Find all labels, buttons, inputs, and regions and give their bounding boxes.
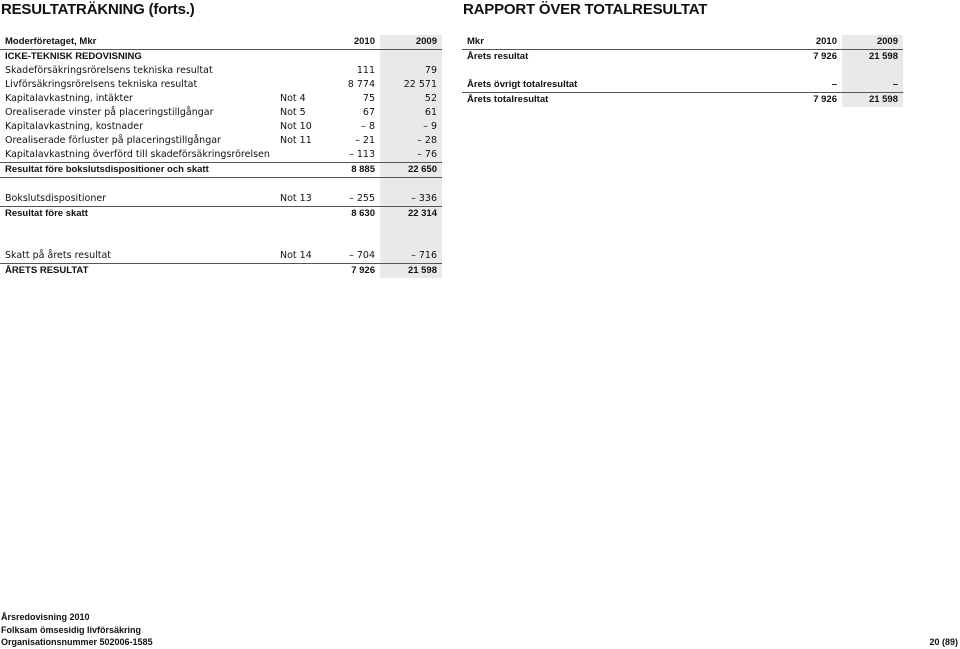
year-result-row <box>462 50 903 65</box>
header-2009: 2009 <box>842 35 903 50</box>
row-label: Kapitalavkastning, intäkter <box>5 93 133 104</box>
header-2009: 2009 <box>380 35 442 50</box>
row-label: Årets totalresultat <box>467 94 549 105</box>
row-label: Resultat före bokslutsdispositioner och skatt <box>0 163 275 178</box>
row-label: ÅRETS RESULTAT <box>5 265 89 276</box>
note-ref <box>275 64 327 78</box>
note-ref: Not 11 <box>280 135 312 146</box>
income-statement-table <box>0 35 442 278</box>
value-2010: 7 926 <box>351 265 375 276</box>
value-2009: 52 <box>380 92 442 106</box>
footer-company: Folksam ömsesidig livförsäkring <box>1 625 142 635</box>
row-label: Kapitalavkastning överförd till skadeförsäkringsrörelsen <box>0 148 275 163</box>
value-2010: – 255 <box>327 192 380 207</box>
value-2010: 8 774 <box>347 79 375 90</box>
footer-report-name: Årsredovisning 2010 <box>1 612 90 622</box>
value-2010: – 21 <box>355 135 375 146</box>
row-label: Årets övrigt totalresultat <box>462 78 787 93</box>
table-row <box>0 134 442 148</box>
table-header <box>0 35 442 50</box>
dispositions-row <box>0 192 442 207</box>
value-2009: 22 650 <box>380 163 442 178</box>
header-label: Mkr <box>462 35 787 50</box>
row-label: Resultat före skatt <box>5 208 88 219</box>
table-row <box>0 120 442 134</box>
row-label: Orealiserade förluster på placeringstillgångar <box>5 135 221 146</box>
tax-row <box>0 249 442 264</box>
note-ref: Not 10 <box>280 121 312 132</box>
value-2009: – 76 <box>380 148 442 163</box>
total-result-table <box>462 35 903 107</box>
row-label: Bokslutsdispositioner <box>0 192 275 207</box>
note-ref: Not 4 <box>280 93 306 104</box>
note-ref <box>275 78 327 92</box>
table-row <box>0 78 442 92</box>
table-row <box>0 106 442 120</box>
value-2010: – 704 <box>327 249 380 264</box>
result-before-tax-row <box>0 207 442 222</box>
value-2010: 8 630 <box>351 208 375 219</box>
section-heading <box>0 50 442 65</box>
value-2009: – 716 <box>380 249 442 264</box>
value-2010: 75 <box>362 93 375 104</box>
row-label: Kapitalavkastning, kostnader <box>5 121 144 132</box>
note-ref: Not 14 <box>275 249 327 264</box>
header-label: Moderföretaget, Mkr <box>0 35 275 50</box>
other-total-result-row <box>462 78 903 93</box>
right-title: RAPPORT ÖVER TOTALRESULTAT <box>463 1 708 18</box>
table-row <box>0 64 442 78</box>
row-label: Skatt på årets resultat <box>0 249 275 264</box>
left-title: RESULTATRÄKNING (forts.) <box>1 1 195 18</box>
table-row <box>0 92 442 106</box>
total-result-row <box>462 93 903 108</box>
value-2010: 111 <box>356 65 375 76</box>
value-2009: – 336 <box>380 192 442 207</box>
row-label: Livförsäkringsrörelsens tekniska resultat <box>5 79 198 90</box>
value-2010: – <box>787 78 842 93</box>
row-label: Orealiserade vinster på placeringstillgångar <box>5 107 214 118</box>
result-before-dispositions-row <box>0 163 442 178</box>
value-2009: – 28 <box>380 134 442 148</box>
table-header <box>462 35 903 50</box>
value-2009: 21 598 <box>380 264 442 279</box>
value-2010: – 8 <box>361 121 375 132</box>
note-ref: Not 13 <box>275 192 327 207</box>
value-2009: 21 598 <box>842 93 903 108</box>
value-2010: 7 926 <box>813 94 837 105</box>
note-ref <box>275 148 327 163</box>
value-2010: – 113 <box>327 148 380 163</box>
value-2009: 21 598 <box>842 50 903 65</box>
value-2009: – <box>842 78 903 93</box>
value-2009: 22 314 <box>380 207 442 222</box>
row-label: Skadeförsäkringsrörelsens tekniska resultat <box>5 65 213 76</box>
table-row <box>0 148 442 163</box>
header-2010: 2010 <box>327 35 380 50</box>
value-2009: 22 571 <box>380 78 442 92</box>
header-2010: 2010 <box>787 35 842 50</box>
year-result-row <box>0 264 442 279</box>
value-2009: 79 <box>380 64 442 78</box>
value-2010: 8 885 <box>327 163 380 178</box>
page-number: 20 (89) <box>929 637 958 647</box>
value-2009: – 9 <box>380 120 442 134</box>
note-ref: Not 5 <box>280 107 306 118</box>
footer-org-number: Organisationsnummer 502006-1585 <box>1 637 153 647</box>
value-2009: 61 <box>380 106 442 120</box>
row-label: Årets resultat <box>467 51 529 62</box>
value-2010: 67 <box>362 107 375 118</box>
value-2010: 7 926 <box>813 51 837 62</box>
section-label: ICKE-TEKNISK REDOVISNING <box>5 51 142 62</box>
